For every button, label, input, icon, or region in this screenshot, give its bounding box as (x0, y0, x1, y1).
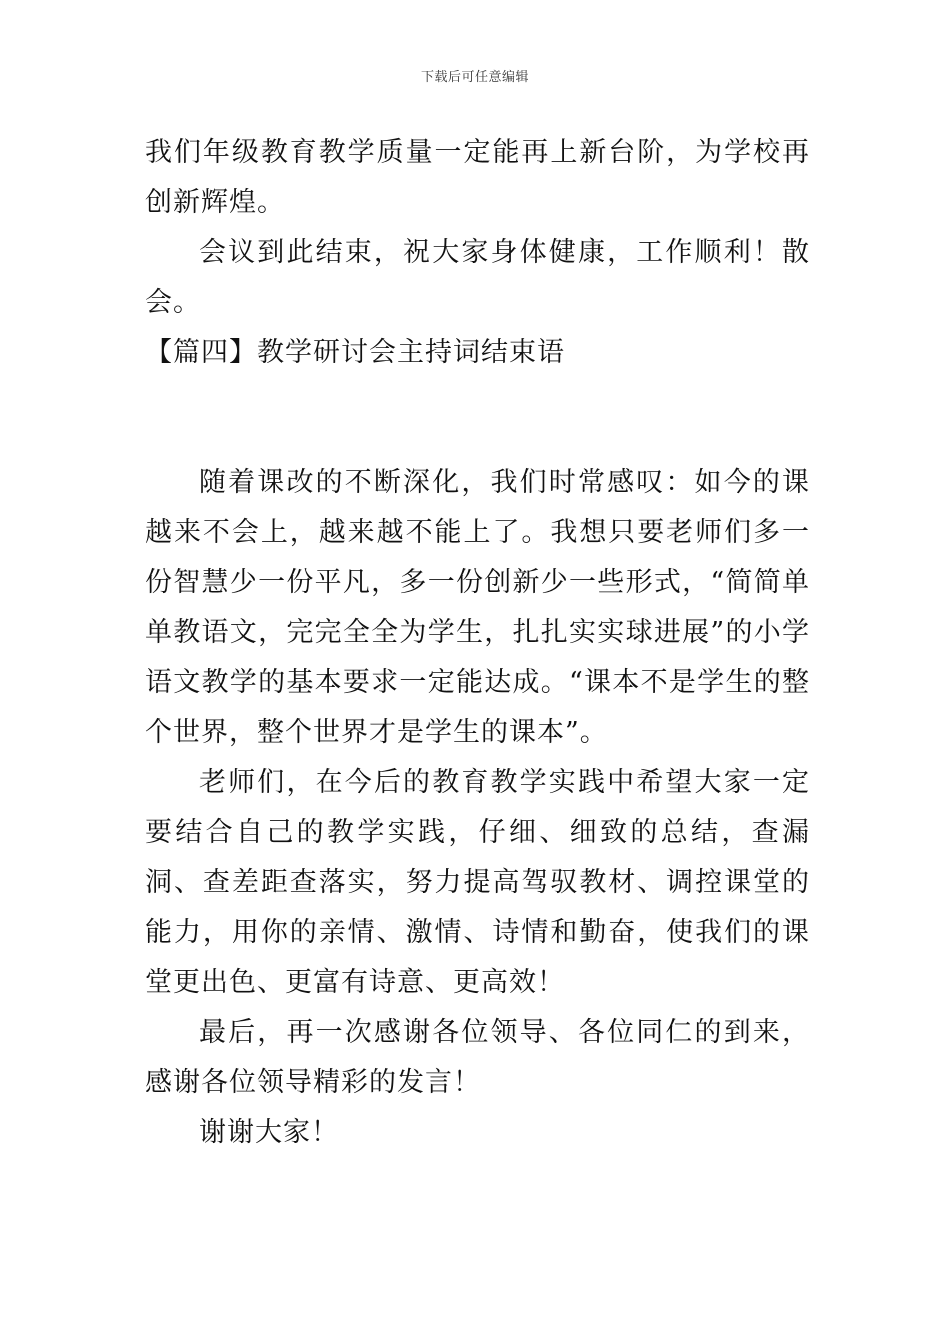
page-header: 下载后可任意编辑 (420, 70, 529, 85)
paragraph-closing: 会议到此结束，祝大家身体健康，工作顺利！散会。 (145, 237, 810, 318)
paragraph-continuation: 我们年级教育教学质量一定能再上新台阶，为学校再创新辉煌。 (145, 137, 810, 218)
document-body (145, 128, 810, 1158)
paragraph-reform: 随着课改的不断深化，我们时常感叹：如今的课越来不会上，越来越不能上了。我想只要老师们多一份智慧少一份平凡，多一份创新少一些形式，“简简单单教语文，完完全全为学生，扎扎实实球进展”的小学语文教学的基本要求一定能达成。“课本不是学生的整个世界，整个世界才是学生的课本”。 (145, 467, 810, 748)
paragraph-thanks: 最后，再一次感谢各位领导、各位同仁的到来，感谢各位领导精彩的发言！ (145, 1017, 810, 1098)
section-heading: 【篇四】教学研讨会主持词结束语 (145, 337, 565, 368)
paragraph-teachers: 老师们，在今后的教育教学实践中希望大家一定要结合自己的教学实践，仔细、细致的总结，查漏洞、查差距查落实，努力提高驾驭教材、调控课堂的能力，用你的亲情、激情、诗情和勤奋，使我们的课堂更出色、更富有诗意、更高效！ (145, 767, 810, 998)
section-spacer (145, 378, 810, 458)
paragraph-farewell: 谢谢大家！ (199, 1117, 339, 1148)
